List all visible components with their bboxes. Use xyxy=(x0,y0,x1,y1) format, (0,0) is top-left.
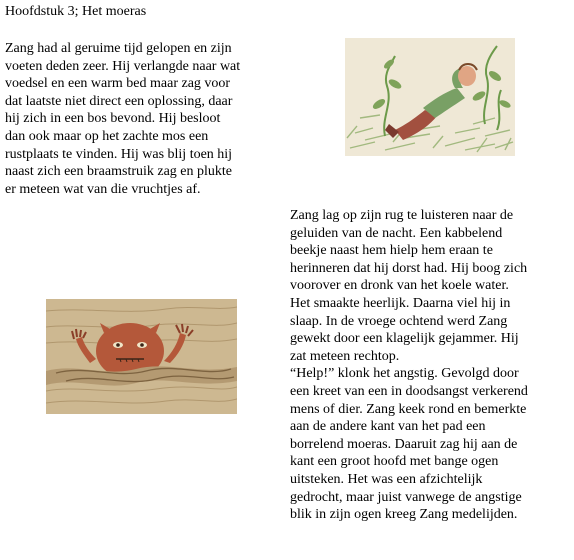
text-line: een kreet van een in doodsangst verkerend xyxy=(290,383,528,399)
text-line: er meteen wat van die vruchtjes af. xyxy=(5,181,201,197)
text-line: gedrocht, maar juist vanwege de angstige xyxy=(290,489,522,505)
text-line: borrelend moeras. Daaruit zag hij aan de xyxy=(290,436,518,452)
text-line: naast zich een braamstruik zag en plukte xyxy=(5,164,233,180)
illustration-zang-resting xyxy=(345,38,515,156)
text-line: mens of dier. Zang keek rond en bemerkte xyxy=(290,401,527,417)
text-line: rustplaats te vinden. Hij was blij toen hij xyxy=(5,146,233,162)
text-line: Zang lag op zijn rug te luisteren naar de xyxy=(290,208,514,223)
text-line: dat laatste niet direct een oplossing, daar xyxy=(5,93,233,109)
text-line: Het smaakte heerlijk. Daarna viel hij in xyxy=(290,295,511,311)
paragraph-1 xyxy=(5,40,287,198)
text-line: geluiden van de nacht. Een kabbelend xyxy=(290,225,503,241)
text-line: voorover en dronk van het koele water. xyxy=(290,278,509,294)
text-line: voedsel en een warm bed maar zag voor xyxy=(5,76,231,92)
text-line: voeten deden zeer. Hij verlangde naar wat xyxy=(5,58,241,74)
illustration-swamp-creature xyxy=(46,299,237,414)
paragraph-2 xyxy=(290,207,574,524)
text-line: uitsteken. Het was een afzichtelijk xyxy=(290,471,483,487)
text-line: gewekt door een klagelijk gejammer. Hij xyxy=(290,331,519,347)
chapter-title: Hoofdstuk 3; Het moeras xyxy=(5,4,147,19)
text-line: dan ook maar op het zachte mos een xyxy=(5,128,209,144)
text-line: blik in zijn ogen kreeg Zang medelijden. xyxy=(290,507,518,523)
text-line: slaap. In de vroege ochtend werd Zang xyxy=(290,313,508,329)
text-line: herinneren dat hij dorst had. Hij boog zich xyxy=(290,260,528,276)
text-line: kant een groot hoofd met bange ogen xyxy=(290,454,499,470)
text-line: beekje naast hem hielp hem eraan te xyxy=(290,243,493,259)
text-line: aan de andere kant van het pad een xyxy=(290,419,486,435)
text-line: Zang had al geruime tijd gelopen en zijn xyxy=(5,41,232,56)
text-line: “Help!” klonk het angstig. Gevolgd door xyxy=(290,366,519,382)
text-line: zat meteen rechtop. xyxy=(290,348,400,364)
text-line: hij zich in een bos bevond. Hij besloot xyxy=(5,111,221,127)
